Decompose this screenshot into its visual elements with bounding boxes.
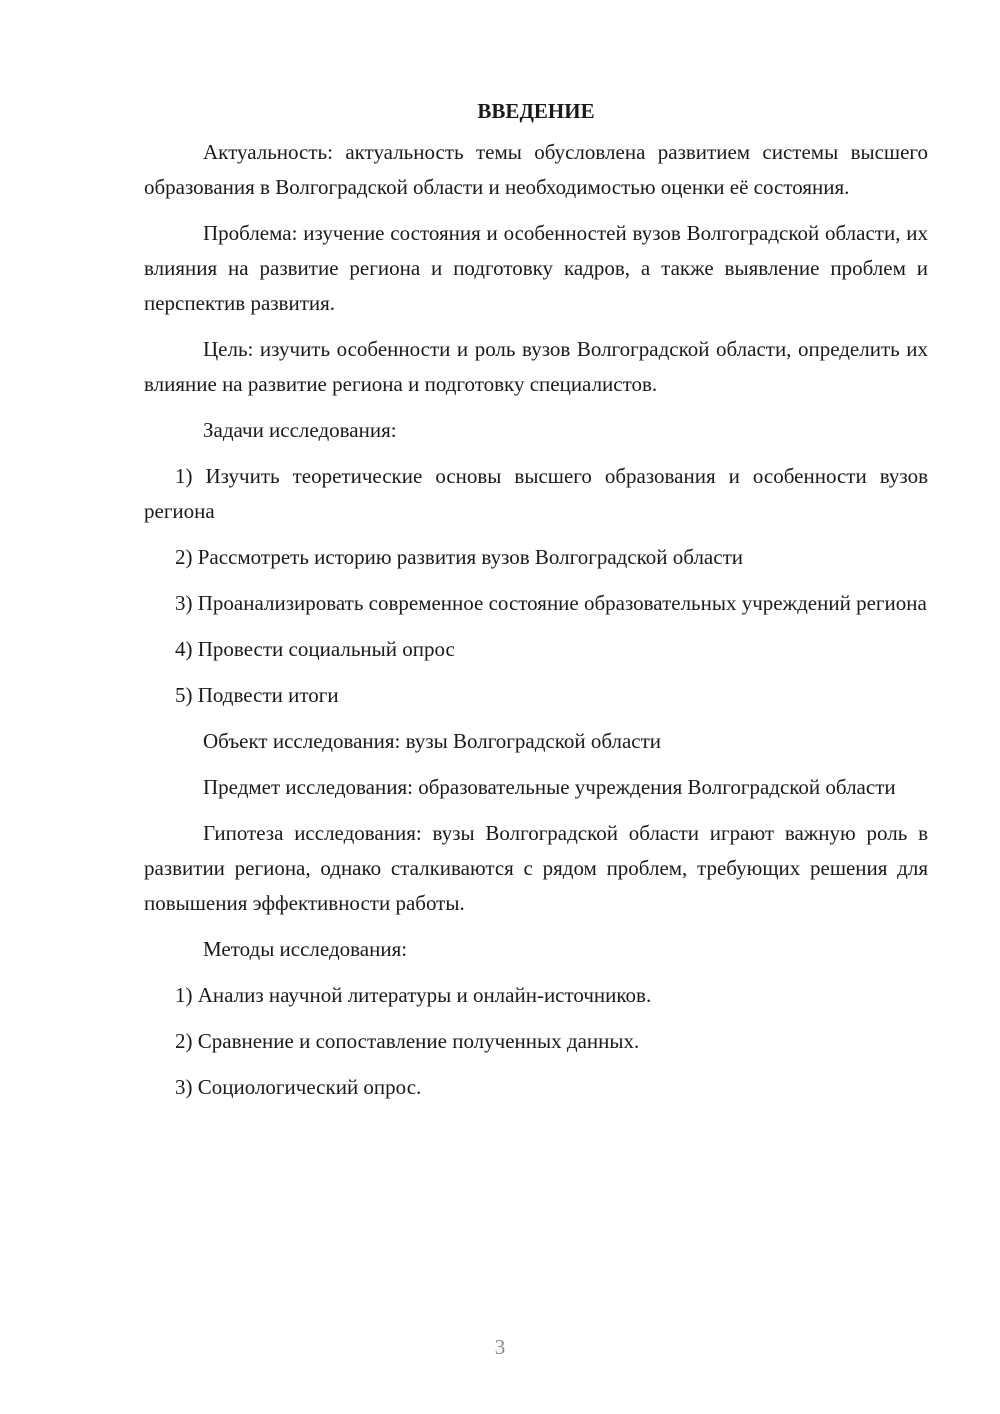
method-item-2: 2) Сравнение и сопоставление полученных данных.: [175, 1029, 640, 1053]
paragraph-relevance: Актуальность: актуальность темы обусловлена развитием системы высшего образования в Волгоградской области и необходимостью оценки её состояния.: [144, 140, 928, 199]
paragraph-hypothesis: Гипотеза исследования: вузы Волгоградской области играют важную роль в развитии региона, однако сталкиваются с рядом проблем, требующих решения для повышения эффективности работы.: [144, 821, 928, 915]
document-page: [144, 96, 928, 1116]
section-title: ВВЕДЕНИЕ: [477, 99, 595, 123]
task-item-3: 3) Проанализировать современное состояние образовательных учреждений региона: [175, 591, 927, 615]
paragraph-subject: Предмет исследования: образовательные учреждения Волгоградской области: [203, 775, 896, 799]
paragraph-object: Объект исследования: вузы Волгоградской области: [203, 729, 662, 753]
task-item-5: 5) Подвести итоги: [175, 683, 339, 707]
method-item-3: 3) Социологический опрос.: [175, 1075, 422, 1099]
tasks-heading: Задачи исследования:: [203, 418, 397, 442]
methods-heading: Методы исследования:: [203, 937, 408, 961]
page-number: 3: [494, 1335, 506, 1359]
paragraph-problem: Проблема: изучение состояния и особенностей вузов Волгоградской области, их влияния на развитие региона и подготовку кадров, а также выявление проблем и перспектив развития.: [144, 221, 928, 315]
method-item-1: 1) Анализ научной литературы и онлайн-источников.: [175, 983, 652, 1007]
paragraph-goal: Цель: изучить особенности и роль вузов Волгоградской области, определить их влияние на развитие региона и подготовку специалистов.: [144, 337, 928, 396]
task-item-1: 1) Изучить теоретические основы высшего образования и особенности вузов региона: [144, 464, 928, 523]
task-item-2: 2) Рассмотреть историю развития вузов Волгоградской области: [175, 545, 743, 569]
task-item-4: 4) Провести социальный опрос: [175, 637, 455, 661]
